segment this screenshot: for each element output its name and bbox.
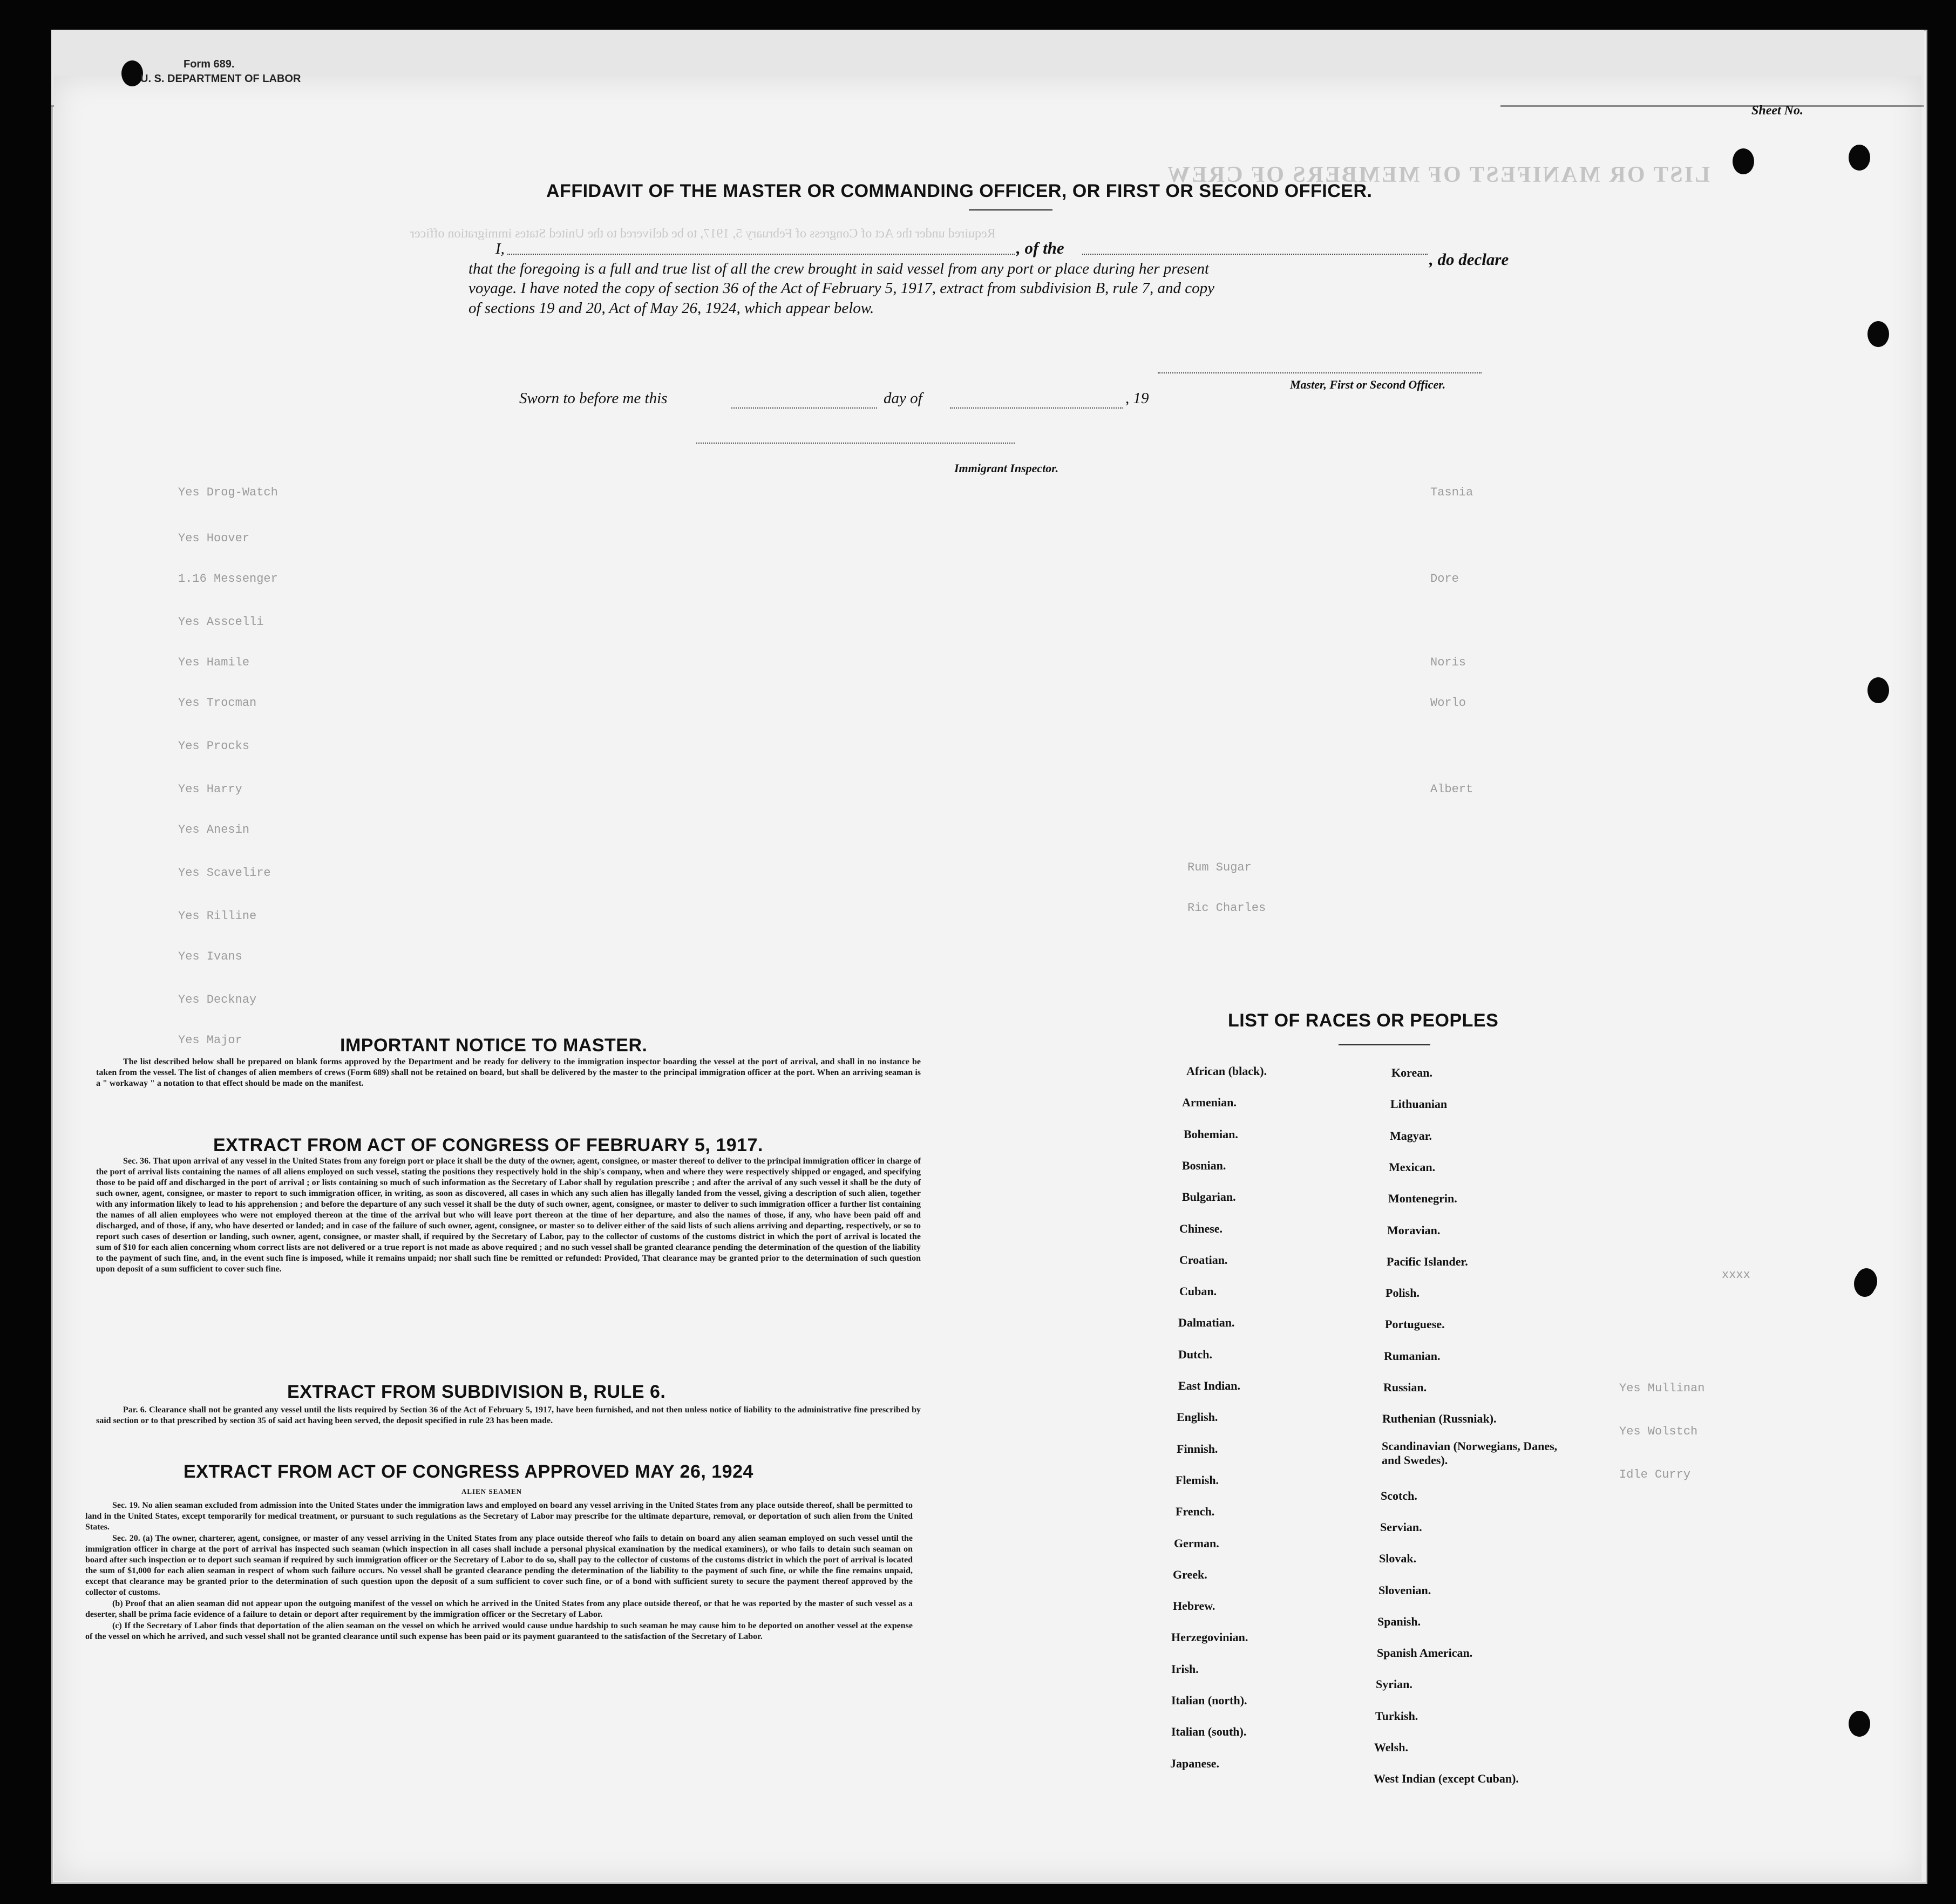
punch-hole: [1849, 1711, 1870, 1737]
typed-bleed-row: Yes Major: [178, 1033, 242, 1047]
typed-bleed-row: Noris: [1430, 656, 1466, 669]
race-item: Portuguese.: [1385, 1317, 1445, 1331]
typed-bleed-row: Ric Charles: [1187, 901, 1266, 915]
punch-hole: [1733, 148, 1754, 174]
race-item: Spanish.: [1377, 1615, 1421, 1628]
affidavit-text-line-3: of sections 19 and 20, Act of May 26, 1924, which appear below.: [468, 300, 874, 317]
race-item: African (black).: [1186, 1064, 1267, 1078]
race-item: Bohemian.: [1184, 1127, 1238, 1141]
race-item: English.: [1177, 1410, 1218, 1424]
typed-bleed-row: Yes Trocman: [178, 696, 257, 710]
race-item: Lithuanian: [1390, 1097, 1448, 1111]
notice-text: [96, 1057, 921, 1090]
typed-bleed-row: Idle Curry: [1619, 1468, 1691, 1481]
race-item: Greek.: [1173, 1568, 1207, 1581]
typed-bleed-row: Albert: [1430, 783, 1473, 796]
affidavit-do-declare: , do declare: [1429, 250, 1509, 269]
typed-bleed-row: Yes Scavelire: [178, 866, 271, 880]
typed-bleed-row: Yes Drog-Watch: [178, 486, 278, 499]
tab-edge: [1500, 105, 1921, 145]
race-item: Magyar.: [1390, 1129, 1432, 1143]
act-1917-text: [96, 1156, 921, 1275]
race-item: Montenegrin.: [1388, 1192, 1457, 1205]
typed-bleed-row: Yes Asscelli: [178, 615, 264, 629]
sec-36-paragraph: Sec. 36. That upon arrival of any vessel in the United States from any foreign port or place it shall be the duty of the owner, agent, consignee, or master thereof to deliver to the principal immigration officer in charge of the port of arrival lists containing the names of all aliens employed on such vessel, stating the positions they respectively hold in the ship's company, when and where they were respectively shipped or engaged, and specifying those to be paid off and discharged in the port of arrival ; or lists containing so much of such information as the Secretary of Labor shall by regulation prescribe ; and after the arrival of any such vessel it shall be the duty of such owner, agent, consignee, or master to report to such immigration officer, in writing, as soon as discovered, all cases in which any such alien has illegally landed from the vessel, giving a description of such alien, together with any information likely to lead to his apprehension ; and before the departure of any such vessel it shall be the duty of such owner, agent, consignee, or master to deliver to such immigration officer a further list containing the names of all alien employees who were not employed thereon at the time of the arrival but who will leave port thereon at the time of her departure, and also the names of those, if any, who have been paid off and discharged, and of those, if any, who have deserted or landed; and in case of the failure of such owner, agent, consignee, or master so to deliver either of the said lists of such aliens arriving and departing, respectively, or so to report such cases of desertion or landing, such owner, agent, consignee, or master shall, if required by the Secretary of Labor, pay to the collector of customs of the customs district in which the port of arrival is located the sum of $10 for each alien concerning whom correct lists are not delivered or a true report is not made as above required ; and no such vessel shall be granted clearance pending the determination of the question of the liability to the payment of such fine, and, in the event such fine is imposed, while it remains unpaid; nor shall such fine be remitted or refunded: Provided, That clearance may be granted prior to the determination of such question upon deposit of a sum sufficient to cover such fine.: [96, 1157, 921, 1274]
signature-caption: Master, First or Second Officer.: [1290, 378, 1446, 391]
typed-bleed-row: Yes Harry: [178, 783, 242, 796]
sworn-day-field[interactable]: [731, 407, 877, 409]
typed-bleed-row: xxxx: [1722, 1268, 1750, 1282]
sec-19-paragraph: Sec. 19. No alien seaman excluded from admission into the United States under the immigration laws and employed on board any vessel arriving in the United States from any place outside thereof, shall be permitted to land in the United States, except temporarily for medical treatment, or pursuant to such regulations as the Secretary of Labor may prescribe for the ultimate departure, removal, or deportation of such alien from the United States.: [85, 1501, 913, 1532]
affidavit-text-line-2: voyage. I have noted the copy of section 36 of the Act of February 5, 1917, extract from subdivision B, rule 7, and copy: [468, 280, 1215, 297]
race-item: Rumanian.: [1384, 1349, 1441, 1363]
race-item: Polish.: [1386, 1286, 1420, 1300]
punch-hole: [121, 60, 143, 86]
sec-20c-paragraph: (c) If the Secretary of Labor finds that deportation of the alien seaman on the vessel on which he arrived would cause undue hardship to such seaman he may cause him to be deported on another vessel at the expense of the vessel on which he arrived, and such vessel shall not be granted clearance until such expense has been paid or its payment guaranteed to the satisfaction of the Secretary of Labor.: [85, 1621, 913, 1641]
notice-title: IMPORTANT NOTICE TO MASTER.: [340, 1035, 648, 1056]
race-item: Japanese.: [1170, 1757, 1220, 1770]
sec-20a-paragraph: Sec. 20. (a) The owner, charterer, agent, consignee, or master of any vessel arriving in the United States from any place outside thereof who fails to detain on board any alien seaman employed on such vessel until the immigration officer in charge at the port of arrival has inspected such seaman (which inspection in all cases shall include a personal physical examination by the medical examiners), or who fails to detain such seaman on board after such inspection or to deport such seaman if required by such immigration officer or the Secretary of Labor to do so, shall pay to the collector of customs of the customs district in which the port of arrival is located the sum of $1,000 for each alien seaman in respect of whom such failure occurs. No vessel shall be granted clearance pending the determination of the liability to the payment of such fine, or while the fine remains unpaid, except that clearance may be granted prior to the determination of such question upon the deposit of a sum sufficient to cover such fine, or of a bond with sufficient surety to secure the payment thereof approved by the collector of customs.: [85, 1534, 913, 1597]
race-item: Dalmatian.: [1178, 1316, 1235, 1329]
affidavit-i-label: I,: [495, 240, 505, 257]
typed-bleed-row: Yes Procks: [178, 739, 250, 753]
race-item: East Indian.: [1178, 1379, 1240, 1392]
typed-bleed-row: 1.16 Messenger: [178, 572, 278, 586]
act-1924-title: EXTRACT FROM ACT OF CONGRESS APPROVED MAY 26, 1924: [184, 1461, 753, 1482]
typed-bleed-row: Yes Hoover: [178, 532, 250, 545]
sec-20b-paragraph: (b) Proof that an alien seaman did not appear upon the outgoing manifest of the vessel on which he arrived in the United States from any place outside thereof, or that he was reported by the master of such vessel as a deserter, shall be prima facie evidence of a failure to detain or deport after requirement by the immigration officer or the Secretary of Labor.: [85, 1599, 913, 1619]
race-item: Dutch.: [1178, 1348, 1212, 1361]
race-item: Turkish.: [1375, 1709, 1418, 1723]
race-item: Armenian.: [1182, 1096, 1237, 1109]
race-item: Bosnian.: [1182, 1159, 1226, 1172]
master-signature-field[interactable]: [1158, 372, 1482, 373]
race-item: French.: [1176, 1505, 1215, 1518]
typed-bleed-row: Dore: [1430, 572, 1459, 586]
inspector-caption: Immigrant Inspector.: [954, 461, 1059, 475]
race-item: Syrian.: [1376, 1677, 1412, 1691]
title-rule: [969, 209, 1052, 210]
race-item: Pacific Islander.: [1387, 1255, 1468, 1268]
sworn-month-field[interactable]: [950, 407, 1123, 409]
race-item: Servian.: [1380, 1520, 1422, 1534]
act-1917-title: EXTRACT FROM ACT OF CONGRESS OF FEBRUARY 5, 1917.: [213, 1135, 763, 1155]
vessel-name-field[interactable]: [1082, 254, 1428, 255]
race-item: Slovenian.: [1378, 1583, 1431, 1597]
bleed-through-line: Required under the Act of Congress of February 5, 1917, to be delivered to the United States immigration officer: [410, 227, 996, 241]
typed-bleed-row: Yes Ivans: [178, 950, 242, 963]
race-item: Finnish.: [1177, 1442, 1218, 1456]
race-item: Italian (south).: [1171, 1725, 1247, 1738]
race-item: Chinese.: [1179, 1222, 1223, 1235]
inspector-signature-field[interactable]: [696, 443, 1015, 444]
race-item: Welsh.: [1374, 1740, 1408, 1754]
sheet-number-label: Sheet No.: [1751, 104, 1803, 118]
bleed-through-title: LIST OR MANIFEST OF MEMBERS OF CREW: [1166, 162, 1710, 187]
rule-6-title: EXTRACT FROM SUBDIVISION B, RULE 6.: [287, 1382, 666, 1402]
race-item: Italian (north).: [1171, 1694, 1247, 1707]
race-item: Cuban.: [1179, 1284, 1217, 1298]
sworn-label: Sworn to before me this: [519, 390, 668, 407]
race-item: Spanish American.: [1377, 1646, 1473, 1660]
punch-hole: [1849, 145, 1870, 171]
race-item: Korean.: [1391, 1066, 1432, 1079]
typed-bleed-row: Yes Wolstch: [1619, 1425, 1698, 1438]
race-item: Herzegovinian.: [1171, 1630, 1248, 1644]
race-item: Ruthenian (Russniak).: [1382, 1412, 1497, 1425]
race-item: Moravian.: [1387, 1223, 1441, 1237]
typed-bleed-row: Rum Sugar: [1187, 861, 1252, 874]
race-item: Bulgarian.: [1182, 1190, 1236, 1203]
race-item: Russian.: [1383, 1381, 1427, 1394]
rule-6-text: [96, 1405, 921, 1427]
act-1924-text: [85, 1500, 913, 1643]
day-of-label: day of: [884, 390, 922, 407]
form-number: Form 689.: [184, 58, 235, 70]
races-title: LIST OF RACES OR PEOPLES: [1228, 1010, 1499, 1031]
race-item: Mexican.: [1389, 1160, 1436, 1174]
races-title-rule: [1339, 1044, 1430, 1045]
race-item: Croatian.: [1179, 1253, 1228, 1267]
typed-bleed-row: Yes Mullinan: [1619, 1382, 1705, 1395]
affidavit-text-line-1: that the foregoing is a full and true list of all the crew brought in said vessel from any port or place during her present: [468, 260, 1210, 277]
typed-bleed-row: Worlo: [1430, 696, 1466, 710]
affidavit-of-the-label: , of the: [1016, 239, 1064, 257]
typed-bleed-row: Tasnia: [1430, 486, 1473, 499]
race-item: Irish.: [1171, 1662, 1199, 1676]
master-name-field[interactable]: [507, 254, 1015, 255]
typed-bleed-row: Yes Anesin: [178, 823, 250, 837]
race-item: Scotch.: [1381, 1489, 1417, 1502]
typed-bleed-row: Yes Hamile: [178, 656, 250, 669]
typed-bleed-row: Yes Rilline: [178, 909, 257, 923]
race-item: Flemish.: [1176, 1473, 1219, 1487]
alien-seamen-heading: ALIEN SEAMEN: [461, 1487, 522, 1495]
race-item: Slovak.: [1379, 1552, 1417, 1565]
punch-hole: [1867, 321, 1889, 347]
par-6-paragraph: Par. 6. Clearance shall not be granted any vessel until the lists required by Section 36 of the Act of February 5, 1917, have been furnished, and not then unless notice of liability to the administrative fine prescribed by said section or to that prescribed by section 35 of said act having been served, the deposit specified in rule 23 has been made.: [96, 1405, 921, 1425]
race-item: Hebrew.: [1173, 1599, 1215, 1613]
year-prefix: , 19: [1125, 390, 1149, 407]
race-item: German.: [1174, 1536, 1219, 1550]
race-item: West Indian (except Cuban).: [1374, 1772, 1519, 1785]
department-label: U. S. DEPARTMENT OF LABOR: [140, 73, 301, 85]
affidavit-title: AFFIDAVIT OF THE MASTER OR COMMANDING OFFICER, OR FIRST OR SECOND OFFICER.: [546, 181, 1373, 201]
notice-paragraph: The list described below shall be prepared on blank forms approved by the Department and be ready for delivery to the immigration inspector boarding the vessel at the port of arrival, and shall in no instance be taken from the vessel. The list of changes of alien members of crews (Form 689) shall not be retained on board, but shall be delivered by the master to the principal immigration officer at the port. When an arriving seaman is a " workaway " a notation to that effect should be made on the manifest.: [96, 1057, 921, 1088]
typed-bleed-row: Yes Decknay: [178, 993, 257, 1007]
race-item: Scandinavian (Norwegians, Danes, and Swedes).: [1382, 1439, 1558, 1467]
